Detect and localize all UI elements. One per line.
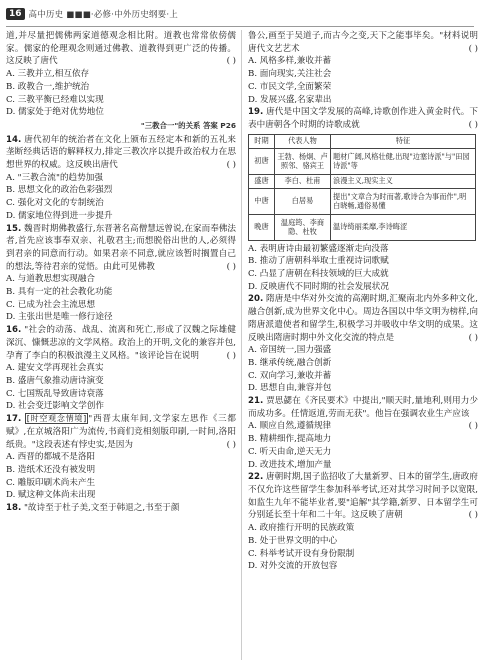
q15-stem xyxy=(6,223,236,274)
right-column xyxy=(248,30,478,573)
q15-number: 15. xyxy=(6,223,22,234)
q19-option-b: B. 推动了唐朝科举取士重视诗词歌赋 xyxy=(248,256,389,267)
answer-topic: "三教合一"的关系 xyxy=(140,120,201,130)
q21-option-c: C. 听天由命,逆天无力 xyxy=(248,446,332,457)
table-cell: 王勃、杨炯、卢照邻、骆宾王 xyxy=(275,148,331,174)
q22-text: 唐朝时期,国子监招收了大量新罗、日本的留学生,唐政府不仅允许这些留学生参加科举考试,还对其学习时间予以宽限,如监生九年不能毕业者,要"追解"其学籍,新罗、日本留学生可分别延长至十年和二十年。这反映了唐朝 xyxy=(248,472,478,521)
page-number: 16 xyxy=(6,8,25,20)
q18-text: "故诗至于杜子美,文至于韩退之,书至于颜 xyxy=(23,503,180,514)
answer-paren: ( ) xyxy=(468,332,478,343)
q14-option-b: B. 思想文化的政治色彩强烈 xyxy=(6,185,113,196)
q15-option-a: A. 与道教思想实现融合 xyxy=(6,274,96,285)
table-cell: 晚唐 xyxy=(249,214,275,240)
answer-reference xyxy=(6,120,236,133)
q13-option-b: B. 政教合一,维护统治 xyxy=(6,81,90,92)
q22-stem xyxy=(248,471,478,522)
left-column xyxy=(6,30,236,515)
table-cell: 提出"文章合为时而著,歌诗合为事而作",明白晓畅,通俗易懂 xyxy=(331,188,476,214)
table-cell: 题材广阔,风格壮健,出现"边塞诗派"与"田园诗派"等 xyxy=(331,148,476,174)
column-divider xyxy=(241,30,242,660)
q15-option-b: B. 具有一定的社会教化功能 xyxy=(6,287,113,298)
q22-option-b: B. 处于世界文明的中心 xyxy=(248,535,338,546)
q17-option-c: C. 雕版印刷术尚未产生 xyxy=(6,477,96,488)
q18-option-c: C. 市民文学,全面繁荣 xyxy=(248,81,332,92)
q15-text: 魏晋时期佛教盛行,东晋著名高僧慧远曾说,在家而奉佛法者,首先应该事奉双亲、礼敬君主;而想脱俗出世的人,必须得到君亲的同意而行动。如果君亲不同意,就应该暂时搁置自己的想法,等待君亲的觉悟。由此可见佛教 xyxy=(6,223,236,272)
q19-option-a: A. 表明唐诗由最初繁盛逐渐走向没落 xyxy=(248,243,389,254)
q14-stem xyxy=(6,134,236,172)
q17-stem xyxy=(6,413,236,451)
q16-number: 16. xyxy=(6,325,22,336)
q14-option-d: D. 儒家地位得到进一步提升 xyxy=(6,210,113,221)
table-header-period: 时期 xyxy=(249,134,275,148)
q16-text: "社会的动荡、战乱、流离和死亡,形成了汉魏之际雄健深沉、慷慨悲凉的文学风格。政治上的开明,文化的兼容并包,孕育了李白的积极浪漫主义风格。"该评论旨在说明 xyxy=(6,325,237,361)
q16-stem xyxy=(6,324,236,362)
table-cell: 浪漫主义,现实主义 xyxy=(331,174,476,188)
q20-option-d: D. 思想自由,兼容并包 xyxy=(248,383,332,394)
answer-paren: ( ) xyxy=(226,56,236,67)
q20-option-c: C. 双向学习,兼收并蓄 xyxy=(248,370,332,381)
q22-option-c: C. 科举考试开设有身份限制 xyxy=(248,548,355,559)
book-title: 高中历史 ■■■·必修·中外历史纲要·上 xyxy=(28,10,178,20)
q17-option-d: D. 赋这种文体尚未出现 xyxy=(6,490,96,501)
page-header xyxy=(6,6,178,22)
table-row xyxy=(249,174,476,188)
q19-number: 19. xyxy=(248,107,264,118)
answer-paren: ( ) xyxy=(226,350,236,361)
q16-option-b: B. 盛唐气象推动唐诗演变 xyxy=(6,375,104,386)
q17-option-a: A. 西晋的都城不是洛阳 xyxy=(6,452,96,463)
answer-paren: ( ) xyxy=(468,119,478,130)
q21-option-b: B. 精耕细作,提高地力 xyxy=(248,434,332,445)
q17-number: 17. xyxy=(6,414,22,425)
q21-number: 21. xyxy=(248,396,264,407)
table-header-figures: 代表人物 xyxy=(275,134,331,148)
q18-stem xyxy=(6,502,236,515)
q18-continued xyxy=(248,30,478,55)
q18-text-cont: 鲁公,画至于吴道子,而古今之变,天下之能事毕矣。"材料说明唐代文艺艺术 xyxy=(248,31,478,54)
q16-option-a: A. 建安文学再现社会真实 xyxy=(6,363,104,374)
table-row xyxy=(249,148,476,174)
q21-option-d: D. 改进技术,增加产量 xyxy=(248,459,332,470)
q13-option-d: D. 儒家处于绝对优势地位 xyxy=(6,107,104,118)
q17-context-tag: [时空观念情境] xyxy=(26,414,87,424)
q13-option-c: C. 三教平衡已经难以实现 xyxy=(6,94,104,105)
table-cell: 温庭筠、李商隐、杜牧 xyxy=(275,214,331,240)
q22-number: 22. xyxy=(248,472,264,483)
q13-option-a: A. 三教并立,相互依存 xyxy=(6,69,90,80)
answer-paren: ( ) xyxy=(468,510,478,521)
q20-text: 隋唐是中华对外交流的高潮时期,汇聚南北内外多种文化,融合创新,成为世界文化中心。周边各国以中华文明为榜样,向隋唐派遣使者和留学生,积极学习并吸收中华文明的成果。这反映出隋唐时期中外文化交流的特点是 xyxy=(248,294,478,343)
q18-option-b: B. 面向现实,关注社会 xyxy=(248,69,332,80)
answer-paren: ( ) xyxy=(226,261,236,272)
q14-text: 唐代初年的统治者在文化上颁布五经定本和新的五礼来垄断经典话语的解释权力,排定三教次序以提升政治权力在思想世界的权威。这反映出唐代 xyxy=(6,134,236,171)
table-header-features: 特征 xyxy=(331,134,476,148)
q14-number: 14. xyxy=(6,134,22,145)
q14-option-a: A. "三教合流"的趋势加强 xyxy=(6,172,103,183)
q18-option-d: D. 发展兴盛,名家辈出 xyxy=(248,94,332,105)
q13-text: 道,并尽量把儒佛两家道德观念相比附。道教也常常依傍儒家。儒家的伦理观念则通过佛教、道教得到更广泛的传播。这反映了唐代 xyxy=(6,31,236,67)
q21-option-a: A. 顺应自然,遵循规律 xyxy=(248,421,332,432)
table-cell: 温诗绮丽柔靡,李诗晦涩 xyxy=(331,214,476,240)
answer-page: 答案 P26 xyxy=(202,120,236,130)
q15-option-d: D. 主张出世是唯一修行途径 xyxy=(6,312,113,323)
q20-option-b: B. 继承传统,融合创新 xyxy=(248,357,332,368)
q16-option-c: C. 七国叛乱导致唐诗衰落 xyxy=(6,388,104,399)
q17-text: "西晋太康年间,文学家左思作《三都赋》,在京城洛阳广为流传,书商们竞相刻版印刷,一时间,洛阳纸贵。"这段表述有悖史实,是因为 xyxy=(6,414,236,450)
table-header-row xyxy=(249,134,476,148)
answer-paren: ( ) xyxy=(226,439,236,450)
table-row xyxy=(249,188,476,214)
table-cell: 盛唐 xyxy=(249,174,275,188)
q19-option-d: D. 反映唐代不同时期的社会发展状况 xyxy=(248,281,389,292)
q21-text: 贾思勰在《齐民要术》中提出,"顺天时,量地利,则用力少而成功多。任情返道,劳而无获"。他旨在强调农业生产应该 xyxy=(248,396,479,419)
table-cell: 初唐 xyxy=(249,148,275,174)
q18-number: 18. xyxy=(6,503,22,514)
q20-stem xyxy=(248,293,478,344)
answer-paren: ( ) xyxy=(226,160,236,171)
table-row xyxy=(249,214,476,240)
q19-text: 唐代是中国文学发展的高峰,诗歌创作进入黄金时代。下表中唐朝各个时期的诗歌成就 xyxy=(248,107,479,130)
q15-option-c: C. 已成为社会主流思想 xyxy=(6,299,96,310)
q19-option-c: C. 凸显了唐朝在科技领域的巨大成就 xyxy=(248,269,389,280)
answer-paren: ( ) xyxy=(468,421,478,432)
q19-stem xyxy=(248,106,478,131)
q18-option-a: A. 风格多样,兼收并蓄 xyxy=(248,56,332,67)
q22-option-d: D. 对外交流的开放包容 xyxy=(248,561,338,572)
table-cell: 白居易 xyxy=(275,188,331,214)
header-divider xyxy=(6,26,474,27)
answer-paren: ( ) xyxy=(468,43,478,54)
q17-option-b: B. 造纸术还没有被发明 xyxy=(6,464,96,475)
q20-option-a: A. 帝国统一,国力强盛 xyxy=(248,345,332,356)
q20-number: 20. xyxy=(248,294,264,305)
table-cell: 中唐 xyxy=(249,188,275,214)
table-cell: 李白、杜甫 xyxy=(275,174,331,188)
q22-option-a: A. 政府推行开明的民族政策 xyxy=(248,523,355,534)
tang-poetry-table xyxy=(248,134,476,241)
q16-option-d: D. 社会变迁影响文学创作 xyxy=(6,401,104,412)
q14-option-c: C. 强化对文化的专制统治 xyxy=(6,198,104,209)
q13-stem xyxy=(6,30,236,68)
